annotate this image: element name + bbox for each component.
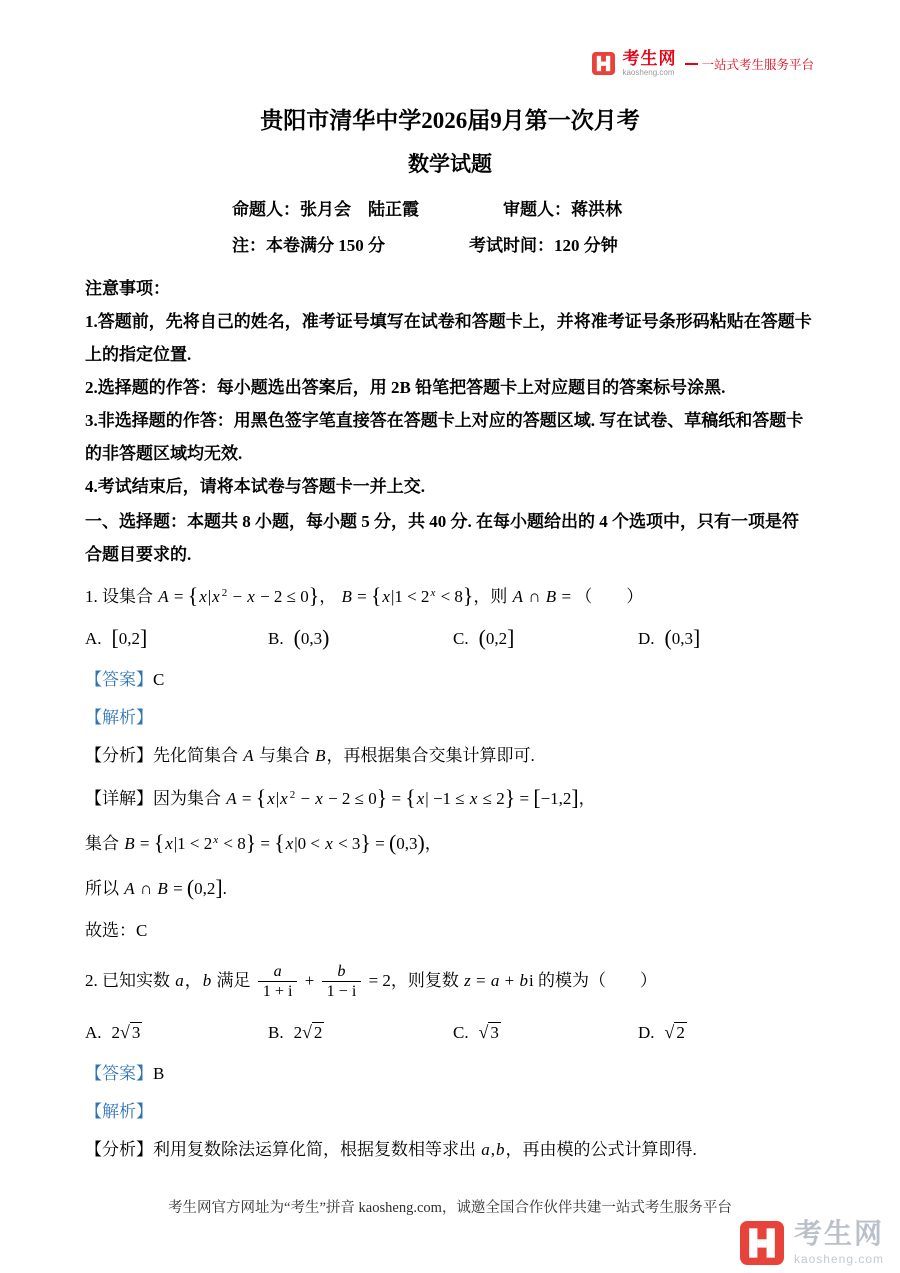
- option-value: √ 2: [664, 1021, 685, 1042]
- jiexi-label: 【解析】: [85, 1101, 153, 1121]
- notice-item-4: 4.考试结束后，请将本试卷与答题卡一并上交.: [85, 477, 425, 496]
- score-note: 注：本卷满分 150 分: [232, 236, 385, 255]
- option-label: B.: [268, 629, 284, 648]
- question-1-option-d: [638, 618, 815, 659]
- question-1-option-a: [85, 618, 268, 659]
- exam-meta-row-2: [85, 228, 815, 264]
- notice-item-1: 1.答题前，先将自己的姓名，准考证号填写在试卷和答题卡上，并将准考证号条形码粘贴在答题卡上的指定位置.: [85, 312, 812, 364]
- option-label: D.: [638, 629, 655, 648]
- kaosheng-watermark-icon: [740, 1221, 784, 1265]
- question-1-jiexi-line: [85, 701, 815, 735]
- question-1-options: [85, 618, 815, 659]
- question-1-xiangjie-line-3: 所以 A ∩ B = (0,2].: [85, 876, 227, 900]
- option-value: √ 3: [478, 1021, 499, 1042]
- tagline-dash: [685, 63, 698, 65]
- question-2-fenxi-line: [85, 1131, 815, 1169]
- question-1-fenxi-line: [85, 737, 815, 775]
- logo-domain-text: kaosheng.com: [622, 68, 675, 77]
- question-2-option-a: [85, 1012, 268, 1053]
- reviewer-info: 审题人：蒋洪林: [503, 200, 622, 219]
- xiangjie-label: 【详解】: [85, 789, 153, 808]
- watermark-brand: 考生网: [793, 1218, 884, 1249]
- logo-text-block: [622, 50, 676, 77]
- jiexi-label: 【解析】: [85, 708, 153, 727]
- question-2-option-d: [638, 1012, 815, 1053]
- question-1-xiangjie-line-1: [85, 777, 815, 820]
- kaosheng-logo: [592, 50, 814, 77]
- exam-meta-row-1: [85, 192, 815, 228]
- option-label: A.: [85, 1022, 102, 1042]
- exam-title: 贵阳市清华中学2026届9月第一次月考: [260, 108, 640, 133]
- option-label: B.: [268, 1022, 284, 1042]
- fenxi-label: 【分析】: [85, 746, 153, 765]
- option-value: 2√ 3: [111, 1021, 141, 1042]
- question-2-jiexi-line: [85, 1095, 815, 1129]
- question-2-option-c: [453, 1012, 638, 1053]
- answer-value: B: [153, 1063, 165, 1083]
- question-1-conclusion: 故选：C: [85, 921, 148, 940]
- watermark-domain: kaosheng.com: [793, 1252, 884, 1266]
- option-value: (0,3): [293, 626, 330, 650]
- question-1-answer-line: [85, 663, 815, 697]
- exam-subject-title: 数学试题: [408, 152, 492, 176]
- kaosheng-watermark: [740, 1220, 884, 1265]
- time-note: 考试时间：120 分钟: [469, 236, 618, 255]
- tagline-text: 一站式考生服务平台: [701, 57, 814, 72]
- answer-label: 【答案】: [85, 670, 153, 689]
- question-2-stem: 2. 已知实数 a，b 满足 $\frac{a}{1 + i}$ + $\frac{b}{1 - i}$ = 2，则复数 z = a + bi 的模为（ ）: [85, 963, 657, 1001]
- question-1-xiangjie-line-2: 集合 $B = \{x|1 < 2^x < 8\} = \{x|0 < x < 3\} = (0,3)$，: [85, 831, 442, 855]
- notice-item-2: 2.选择题的作答：每小题选出答案后，用 2B 铅笔把答题卡上对应题目的答案标号涂黑.: [85, 378, 726, 397]
- option-label: A.: [85, 629, 102, 648]
- section-1-heading: 一、选择题：本题共 8 小题，每小题 5 分，共 40 分. 在每小题给出的 4 个选项中，只有一项是符合题目要求的.: [85, 512, 799, 564]
- question-2-option-b: [268, 1012, 453, 1053]
- option-value: (0,2]: [478, 626, 515, 650]
- notices-heading: 注意事项：: [85, 279, 170, 298]
- option-value: (0,3]: [664, 626, 701, 650]
- question-1-option-b: [268, 618, 453, 659]
- question-1-stem: 1. 设集合 A = {x|x $^2$ − x − 2 ≤ 0}， $B = \{x|1 < 2^x < 8\}$，则 A ∩ B = （ ）: [85, 584, 644, 608]
- question-1-option-c: [453, 618, 638, 659]
- option-value: [0,2]: [111, 626, 148, 650]
- option-label: C.: [453, 629, 469, 648]
- answer-value: C: [153, 670, 165, 689]
- question-2-options: [85, 1012, 815, 1053]
- kaosheng-logo-icon: [592, 52, 615, 75]
- setter-info: 命题人：张月会 陆正霞: [232, 200, 419, 219]
- xiangjie-text: 因为集合 A = {x|x $^2$ − x − 2 ≤ 0} = {x| −1 ≤ x ≤ 2} = [−1,2]，: [153, 786, 596, 810]
- footer-note: 考生网官方网址为“考生”拼音 kaosheng.com，诚邀全国合作伙伴共建一站式考生服务平台: [168, 1200, 732, 1216]
- option-label: D.: [638, 1022, 655, 1042]
- watermark-text-block: [794, 1220, 884, 1265]
- option-label: C.: [453, 1022, 469, 1042]
- logo-brand-text: 考生网: [622, 49, 677, 68]
- fenxi-text: 先化简集合 A 与集合 B，再根据集合交集计算即可.: [153, 746, 535, 765]
- notice-item-3: 3.非选择题的作答：用黑色签字笔直接答在答题卡上对应的答题区域. 写在试卷、草稿纸和答题卡的非答题区域均无效.: [85, 411, 804, 463]
- fenxi-label: 【分析】: [85, 1139, 153, 1159]
- logo-tagline: [685, 55, 814, 73]
- option-value: 2√ 2: [293, 1021, 323, 1042]
- answer-label: 【答案】: [85, 1063, 153, 1083]
- fenxi-text: 利用复数除法运算化简，根据复数相等求出 a,b，再由模的公式计算即得.: [153, 1139, 697, 1159]
- question-2-answer-line: [85, 1057, 815, 1091]
